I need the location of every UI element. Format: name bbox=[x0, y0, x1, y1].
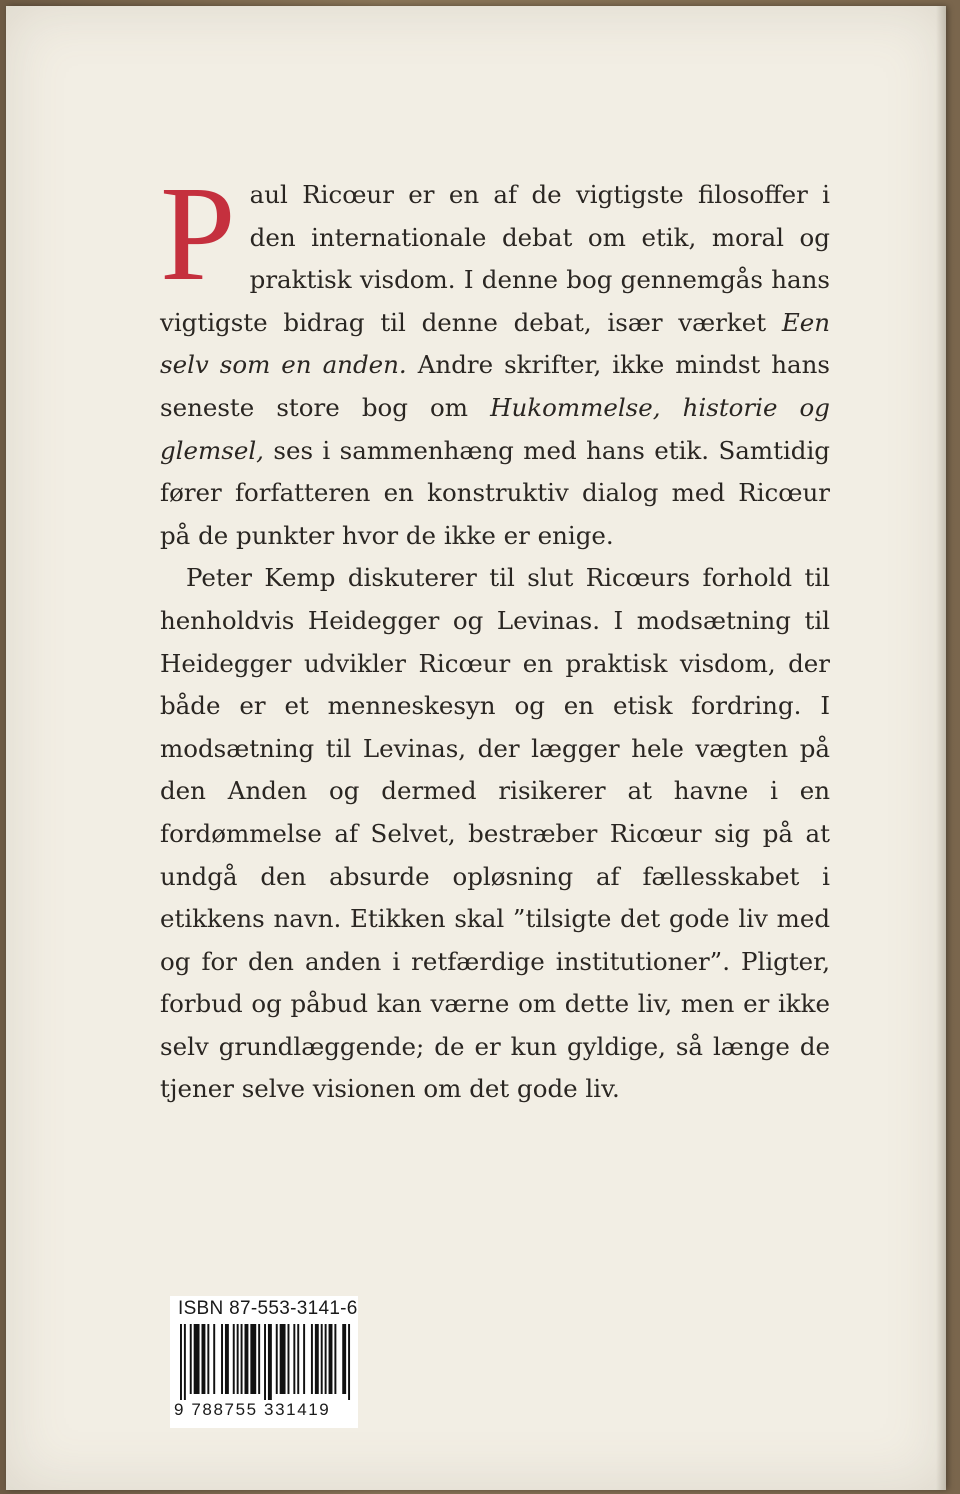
barcode-bar bbox=[325, 1324, 327, 1394]
book-title-hukommelse: Hukommelse, historie og glemsel, bbox=[160, 392, 830, 465]
isbn-barcode-label bbox=[170, 1296, 358, 1428]
barcode-bar bbox=[303, 1324, 305, 1394]
barcode-bar bbox=[221, 1324, 223, 1394]
barcode-bar bbox=[194, 1324, 200, 1394]
barcode-bar bbox=[237, 1324, 239, 1394]
isbn-number: ISBN 87-553-3141-6 bbox=[178, 1298, 358, 1319]
ean-digits: 9 788755 331419 bbox=[174, 1400, 331, 1419]
barcode-bar bbox=[213, 1324, 215, 1394]
barcode-bar bbox=[348, 1324, 350, 1400]
barcode-bar bbox=[180, 1324, 182, 1400]
barcode-bar bbox=[329, 1324, 333, 1394]
barcode-bar bbox=[297, 1324, 299, 1394]
blurb-paragraph-2: Peter Kemp diskuterer til slut Ricœurs forhold til henholdvis Heidegger og Levinas. I modsætning til Heidegger udvikler Ricœur en praktisk visdom, der både er et menneskesyn og en etisk fordring. I modsætning til Levinas, der lægger hele vægten på den Anden og dermed risikerer at havne i en fordømmelse af Selvet, bestræber Ricœur sig på at undgå den absurde opløsning af fællesskabet i etikkens navn. Etikken skal ”tilsigte det gode liv med og for den anden i retfærdige institutioner”. Pligter, forbud og påbud kan værne om dette liv, men er ikke selv grundlæggende; de er kun gyldige, så længe de tjener selve visionen om det gode liv. bbox=[160, 563, 830, 1104]
barcode-bar bbox=[321, 1324, 323, 1394]
barcode-bar bbox=[207, 1324, 209, 1394]
cover-edge-shadow bbox=[936, 6, 946, 1490]
barcode-bar bbox=[241, 1324, 243, 1394]
blurb-p1-part-b: Andre skrifter, ikke mindst hans seneste store bog om bbox=[160, 350, 830, 422]
barcode-bar bbox=[190, 1324, 192, 1394]
blurb-text bbox=[160, 159, 830, 1111]
barcode-bar bbox=[250, 1324, 256, 1394]
barcode-bar bbox=[225, 1324, 229, 1394]
barcode-bar bbox=[311, 1324, 313, 1394]
blurb-paragraph-1 bbox=[160, 159, 830, 557]
barcode-bar bbox=[342, 1324, 346, 1394]
barcode-bar bbox=[334, 1324, 336, 1394]
barcode-bar bbox=[245, 1324, 249, 1394]
barcode-bar bbox=[315, 1324, 319, 1394]
barcode-bar bbox=[276, 1324, 278, 1394]
barcode-bar bbox=[264, 1324, 266, 1400]
barcode-bar bbox=[233, 1324, 235, 1394]
barcode-bar bbox=[280, 1324, 286, 1394]
barcode-bar bbox=[288, 1324, 290, 1394]
book-back-cover bbox=[6, 6, 946, 1490]
drop-cap: P bbox=[160, 159, 236, 309]
barcode-icon bbox=[180, 1324, 352, 1400]
barcode-bar bbox=[293, 1324, 295, 1394]
barcode-bar bbox=[202, 1324, 206, 1394]
barcode-bar bbox=[258, 1324, 260, 1394]
barcode-bar bbox=[268, 1324, 272, 1400]
blurb-p1-part-c: ses i sammenhæng med hans etik. Samtidig fører forfatteren en konstruktiv dialog med Ricœur på de punkter hvor de ikke er enige. bbox=[160, 435, 830, 550]
book-title-een-selv: Een selv som en anden. bbox=[160, 307, 830, 380]
blurb-p1-part-a: aul Ricœur er en af de vigtigste filosoffer i den internationale debat om etik, moral og praktisk visdom. I denne bog gennemgås hans vigtigste bidrag til denne debat, især værket bbox=[160, 180, 830, 337]
barcode-bar bbox=[184, 1324, 186, 1400]
